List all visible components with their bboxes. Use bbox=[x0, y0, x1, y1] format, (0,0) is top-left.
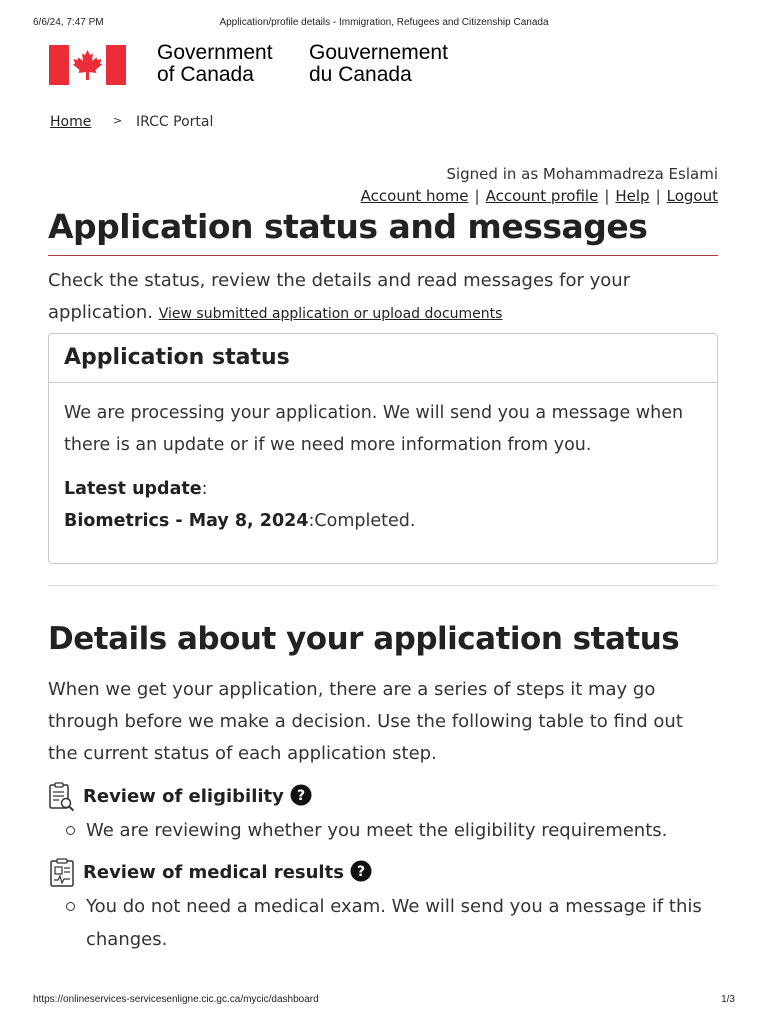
account-profile-link[interactable]: Account profile bbox=[485, 187, 599, 205]
question-circle-icon[interactable] bbox=[350, 860, 372, 882]
medical-clipboard-icon bbox=[48, 858, 76, 888]
step-title-text: Review of medical results bbox=[83, 862, 344, 883]
breadcrumb-separator: > bbox=[113, 114, 123, 127]
clipboard-search-icon bbox=[48, 782, 76, 812]
step-eligibility bbox=[48, 782, 718, 847]
print-url: https://onlineservices-servicesenligne.cic.gc.ca/mycic/dashboard bbox=[33, 994, 319, 1005]
list-item: We are reviewing whether you meet the eligibility requirements. bbox=[86, 814, 718, 847]
status-message: We are processing your application. We will send you a message when there is an update or if we need more information from you. bbox=[64, 403, 684, 455]
details-intro: When we get your application, there are a series of steps it may go through before we make a decision. Use the following table to find out the current status of each application step. bbox=[48, 679, 683, 764]
section-divider bbox=[48, 585, 718, 586]
signed-in-text: Signed in as Mohammadreza Eslami bbox=[446, 165, 718, 183]
print-title: Application/profile details - Immigration, Refugees and Citizenship Canada bbox=[219, 17, 549, 28]
latest-update-label: Latest update bbox=[64, 479, 202, 499]
step-title bbox=[83, 860, 372, 883]
details-heading: Details about your application status bbox=[48, 621, 680, 657]
latest-update-result: :Completed. bbox=[308, 511, 416, 531]
title-underline bbox=[48, 255, 718, 256]
latest-update-entry bbox=[64, 505, 702, 537]
canada-flag-icon bbox=[49, 45, 126, 85]
signature-french: Gouvernement du Canada bbox=[309, 41, 448, 86]
account-links bbox=[361, 187, 718, 205]
step-items bbox=[48, 890, 718, 956]
intro-paragraph bbox=[48, 265, 718, 330]
latest-update bbox=[64, 473, 702, 505]
panel-body bbox=[49, 383, 717, 537]
step-medical bbox=[48, 858, 718, 956]
question-circle-icon[interactable] bbox=[290, 784, 312, 806]
svg-text:?: ? bbox=[296, 788, 305, 804]
latest-update-item: Biometrics - May 8, 2024 bbox=[64, 511, 309, 531]
step-items bbox=[48, 814, 718, 847]
page-title: Application status and messages bbox=[48, 207, 648, 246]
list-item: You do not need a medical exam. We will send you a message if this changes. bbox=[86, 890, 718, 956]
panel-heading: Application status bbox=[49, 334, 717, 383]
print-datetime: 6/6/24, 7:47 PM bbox=[33, 17, 104, 28]
application-status-panel bbox=[48, 333, 718, 564]
link-separator: | bbox=[655, 187, 661, 205]
help-link[interactable]: Help bbox=[615, 187, 650, 205]
signature-english: Government of Canada bbox=[157, 41, 273, 86]
step-title bbox=[83, 784, 312, 807]
print-page-number: 1/3 bbox=[721, 994, 735, 1005]
logout-link[interactable]: Logout bbox=[666, 187, 718, 205]
account-home-link[interactable]: Account home bbox=[360, 187, 469, 205]
breadcrumb-home-link[interactable]: Home bbox=[50, 114, 92, 130]
intro-text: Check the status, review the details and read messages for your application. bbox=[48, 270, 631, 323]
svg-text:?: ? bbox=[356, 864, 365, 880]
view-application-link[interactable]: View submitted application or upload documents bbox=[158, 306, 503, 322]
link-separator: | bbox=[604, 187, 610, 205]
latest-update-colon: : bbox=[201, 479, 208, 499]
step-title-text: Review of eligibility bbox=[83, 786, 284, 807]
link-separator: | bbox=[474, 187, 480, 205]
breadcrumb-current: IRCC Portal bbox=[136, 114, 214, 130]
